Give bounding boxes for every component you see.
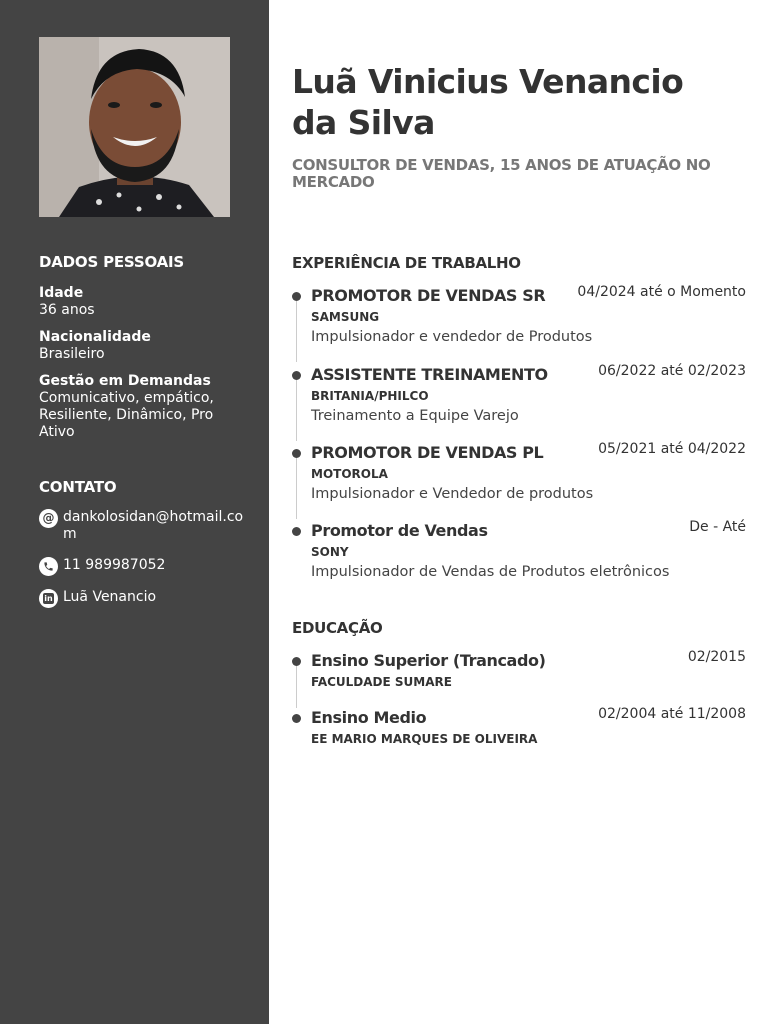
education-date: 02/2015: [687, 649, 746, 665]
job-title: Promotor de Vendas: [311, 521, 488, 540]
contact-phone-text[interactable]: 11 989987052: [63, 557, 166, 573]
job-description: Impulsionador e Vendedor de produtos: [311, 486, 594, 502]
personal-data-heading: DADOS PESSOAIS: [39, 253, 185, 271]
contact-linkedin-text[interactable]: Luã Venancio: [63, 589, 157, 605]
field-label: Nacionalidade: [39, 329, 151, 345]
job-date: De - Até: [689, 519, 746, 535]
field-value: 36 anos: [39, 302, 95, 318]
timeline-line: [296, 666, 297, 708]
timeline-dot: [292, 527, 301, 536]
timeline-line: [296, 301, 297, 362]
field-label: Idade: [39, 285, 84, 301]
timeline-dot: [292, 292, 301, 301]
timeline-dot: [292, 449, 301, 458]
linkedin-icon: in: [39, 589, 58, 608]
field-value: Comunicativo, empático, Resiliente, Dinâmico, Pro Ativo: [39, 390, 214, 440]
education-title: Ensino Medio: [311, 708, 427, 727]
field-value: Brasileiro: [39, 346, 105, 362]
job-date: 05/2021 até 04/2022: [598, 441, 746, 457]
timeline-dot: [292, 714, 301, 723]
timeline-line: [296, 458, 297, 519]
education-title: Ensino Superior (Trancado): [311, 651, 546, 670]
contact-section: [39, 478, 254, 496]
education-institution: FACULDADE SUMARE: [311, 675, 452, 689]
job-title: ASSISTENTE TREINAMENTO: [311, 365, 548, 384]
job-description: Treinamento a Equipe Varejo: [311, 408, 519, 424]
job-company: MOTOROLA: [311, 467, 388, 481]
email-icon: @: [39, 509, 58, 528]
job-title: PROMOTOR DE VENDAS PL: [311, 443, 544, 462]
education-heading: EDUCAÇÃO: [292, 619, 383, 637]
candidate-headline: CONSULTOR DE VENDAS, 15 ANOS DE ATUAÇÃO NO MERCADO: [292, 156, 711, 191]
candidate-name: Luã Vinicius Venancio da Silva: [292, 62, 684, 142]
field-age: [39, 285, 254, 319]
job-company: SAMSUNG: [311, 310, 380, 324]
contact-phone[interactable]: [39, 557, 254, 576]
profile-photo: [39, 37, 230, 217]
education-date: 02/2004 até 11/2008: [598, 706, 746, 722]
job-description: Impulsionador de Vendas de Produtos eletrônicos: [311, 564, 670, 580]
sidebar: [0, 0, 269, 1024]
field-demand-management: [39, 373, 229, 441]
job-date: 06/2022 até 02/2023: [598, 363, 746, 379]
field-label: Gestão em Demandas: [39, 373, 211, 389]
timeline-dot: [292, 657, 301, 666]
job-description: Impulsionador e vendedor de Produtos: [311, 329, 593, 345]
education-institution: EE MARIO MARQUES DE OLIVEIRA: [311, 732, 538, 746]
contact-heading: CONTATO: [39, 478, 117, 496]
experience-heading: EXPERIÊNCIA DE TRABALHO: [292, 254, 521, 272]
job-company: BRITANIA/PHILCO: [311, 389, 429, 403]
contact-linkedin[interactable]: [39, 589, 254, 608]
timeline-line: [296, 380, 297, 441]
phone-icon: [39, 557, 58, 576]
job-date: 04/2024 até o Momento: [577, 284, 746, 300]
timeline-dot: [292, 371, 301, 380]
contact-email[interactable]: [39, 509, 254, 543]
contact-email-text[interactable]: dankolosidan@hotmail.com: [63, 509, 244, 542]
job-company: SONY: [311, 545, 349, 559]
field-nationality: [39, 329, 254, 363]
job-title: PROMOTOR DE VENDAS SR: [311, 286, 546, 305]
personal-data-section: [39, 253, 254, 271]
